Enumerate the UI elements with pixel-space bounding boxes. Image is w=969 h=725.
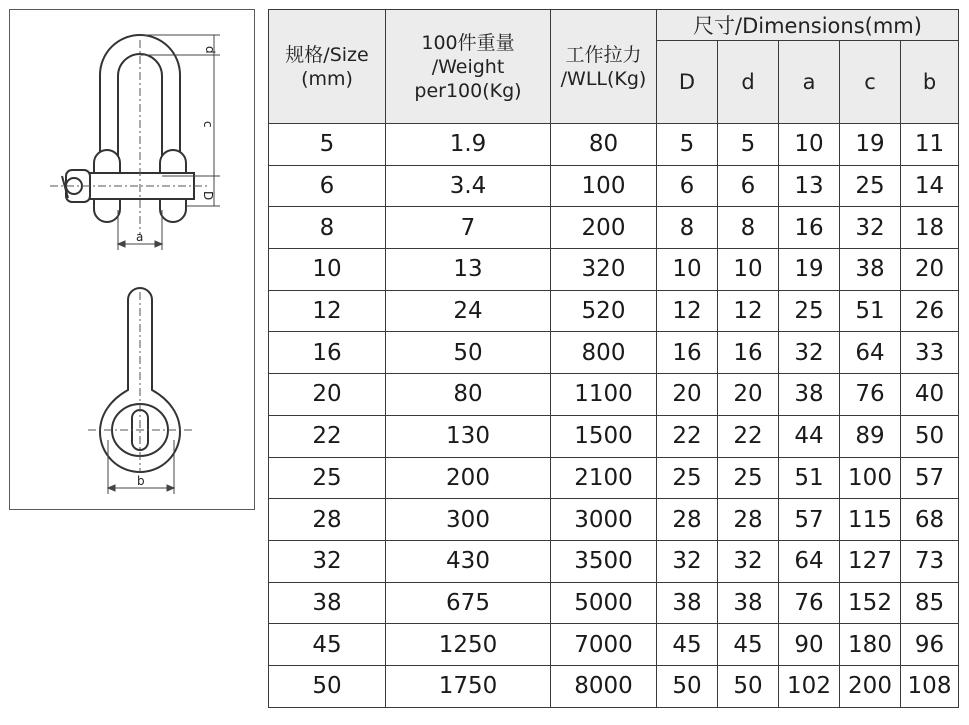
table-row <box>269 124 959 166</box>
cell-dim-c: 127 <box>840 540 901 582</box>
table-row <box>269 624 959 666</box>
cell-dim-a: 19 <box>779 249 840 291</box>
cell-dim-b: 11 <box>901 124 959 166</box>
cell-dim-c: 51 <box>840 290 901 332</box>
cell-dim-b: 18 <box>901 207 959 249</box>
table-row <box>269 332 959 374</box>
header-wll <box>551 10 657 124</box>
cell-dim-a: 51 <box>779 457 840 499</box>
cell-dim-D: 22 <box>657 415 718 457</box>
specification-table <box>268 9 959 708</box>
cell-dim-c: 200 <box>840 665 901 707</box>
cell-dim-d: 28 <box>718 499 779 541</box>
shackle-drawing <box>10 10 256 511</box>
cell-dim-d: 5 <box>718 124 779 166</box>
cell-weight: 1250 <box>386 624 551 666</box>
cell-dim-D: 50 <box>657 665 718 707</box>
cell-wll: 800 <box>551 332 657 374</box>
table-row <box>269 582 959 624</box>
cell-weight: 3.4 <box>386 165 551 207</box>
header-weight <box>386 10 551 124</box>
table-row <box>269 290 959 332</box>
cell-dim-b: 26 <box>901 290 959 332</box>
cell-weight: 430 <box>386 540 551 582</box>
cell-dim-D: 12 <box>657 290 718 332</box>
cell-weight: 50 <box>386 332 551 374</box>
cell-dim-D: 5 <box>657 124 718 166</box>
table-row <box>269 665 959 707</box>
table-row <box>269 165 959 207</box>
cell-dim-d: 38 <box>718 582 779 624</box>
cell-dim-d: 16 <box>718 332 779 374</box>
cell-size: 28 <box>269 499 386 541</box>
cell-dim-b: 33 <box>901 332 959 374</box>
cell-dim-b: 57 <box>901 457 959 499</box>
cell-size: 25 <box>269 457 386 499</box>
cell-size: 10 <box>269 249 386 291</box>
cell-dim-c: 76 <box>840 374 901 416</box>
cell-wll: 1500 <box>551 415 657 457</box>
table-row <box>269 415 959 457</box>
cell-weight: 1.9 <box>386 124 551 166</box>
header-dim-c: c <box>840 41 901 124</box>
cell-dim-D: 38 <box>657 582 718 624</box>
dim-label-b: b <box>137 474 145 488</box>
cell-dim-a: 25 <box>779 290 840 332</box>
cell-weight: 13 <box>386 249 551 291</box>
cell-dim-b: 108 <box>901 665 959 707</box>
cell-dim-a: 44 <box>779 415 840 457</box>
header-dim-b: b <box>901 41 959 124</box>
cell-dim-a: 10 <box>779 124 840 166</box>
cell-dim-b: 20 <box>901 249 959 291</box>
header-size-line2: (mm) <box>301 67 353 90</box>
header-size <box>269 10 386 124</box>
table-row <box>269 374 959 416</box>
table-row <box>269 207 959 249</box>
shackle-front-view <box>62 35 194 222</box>
dim-label-d: d <box>203 46 217 54</box>
cell-dim-b: 50 <box>901 415 959 457</box>
cell-dim-a: 57 <box>779 499 840 541</box>
cell-dim-d: 6 <box>718 165 779 207</box>
cell-dim-b: 40 <box>901 374 959 416</box>
cell-dim-b: 85 <box>901 582 959 624</box>
cell-dim-c: 64 <box>840 332 901 374</box>
cell-dim-b: 73 <box>901 540 959 582</box>
cell-wll: 5000 <box>551 582 657 624</box>
cell-size: 22 <box>269 415 386 457</box>
cell-size: 12 <box>269 290 386 332</box>
cell-dim-c: 152 <box>840 582 901 624</box>
side-centerlines <box>88 292 192 472</box>
cell-dim-a: 90 <box>779 624 840 666</box>
cell-dim-d: 8 <box>718 207 779 249</box>
cell-dim-D: 28 <box>657 499 718 541</box>
cell-weight: 675 <box>386 582 551 624</box>
header-dim-a: a <box>779 41 840 124</box>
cell-dim-d: 12 <box>718 290 779 332</box>
header-dim-D: D <box>657 41 718 124</box>
cell-dim-a: 16 <box>779 207 840 249</box>
cell-size: 50 <box>269 665 386 707</box>
cell-dim-c: 32 <box>840 207 901 249</box>
cell-weight: 300 <box>386 499 551 541</box>
cell-size: 16 <box>269 332 386 374</box>
cell-dim-D: 45 <box>657 624 718 666</box>
cell-dim-D: 25 <box>657 457 718 499</box>
cell-dim-D: 20 <box>657 374 718 416</box>
cell-weight: 130 <box>386 415 551 457</box>
cell-wll: 200 <box>551 207 657 249</box>
cell-dim-D: 6 <box>657 165 718 207</box>
cell-wll: 520 <box>551 290 657 332</box>
table-row <box>269 457 959 499</box>
cell-dim-a: 102 <box>779 665 840 707</box>
cell-weight: 1750 <box>386 665 551 707</box>
cell-dim-c: 180 <box>840 624 901 666</box>
cell-weight: 24 <box>386 290 551 332</box>
cell-dim-a: 64 <box>779 540 840 582</box>
cell-wll: 3500 <box>551 540 657 582</box>
cell-weight: 200 <box>386 457 551 499</box>
cell-weight: 7 <box>386 207 551 249</box>
cell-size: 8 <box>269 207 386 249</box>
cell-wll: 1100 <box>551 374 657 416</box>
cell-dim-c: 100 <box>840 457 901 499</box>
cell-wll: 320 <box>551 249 657 291</box>
technical-drawing-panel <box>9 9 255 510</box>
cell-wll: 2100 <box>551 457 657 499</box>
cell-dim-b: 68 <box>901 499 959 541</box>
cell-dim-a: 32 <box>779 332 840 374</box>
header-dimensions: 尺寸/Dimensions(mm) <box>657 10 959 41</box>
header-weight-line2: /Weight <box>431 55 505 78</box>
cell-dim-D: 10 <box>657 249 718 291</box>
cell-wll: 7000 <box>551 624 657 666</box>
cell-weight: 80 <box>386 374 551 416</box>
cell-dim-D: 16 <box>657 332 718 374</box>
cell-dim-a: 38 <box>779 374 840 416</box>
cell-size: 20 <box>269 374 386 416</box>
cell-dim-a: 13 <box>779 165 840 207</box>
cell-dim-c: 89 <box>840 415 901 457</box>
cell-dim-d: 50 <box>718 665 779 707</box>
cell-dim-c: 25 <box>840 165 901 207</box>
cell-dim-d: 25 <box>718 457 779 499</box>
cell-dim-D: 32 <box>657 540 718 582</box>
dim-label-c: c <box>201 121 215 128</box>
header-weight-line3: per100(Kg) <box>414 79 522 102</box>
dim-label-a: a <box>136 230 144 244</box>
cell-dim-a: 76 <box>779 582 840 624</box>
cell-size: 32 <box>269 540 386 582</box>
table-body <box>269 124 959 708</box>
cell-wll: 80 <box>551 124 657 166</box>
table-row <box>269 499 959 541</box>
cell-size: 38 <box>269 582 386 624</box>
cell-wll: 3000 <box>551 499 657 541</box>
header-size-line1: 规格/Size <box>285 43 369 66</box>
cell-size: 6 <box>269 165 386 207</box>
table-row <box>269 540 959 582</box>
cell-wll: 100 <box>551 165 657 207</box>
dim-label-D: D <box>201 191 215 201</box>
cell-size: 5 <box>269 124 386 166</box>
table-row <box>269 249 959 291</box>
cell-dim-D: 8 <box>657 207 718 249</box>
cell-dim-b: 14 <box>901 165 959 207</box>
cell-size: 45 <box>269 624 386 666</box>
cell-dim-c: 115 <box>840 499 901 541</box>
cell-dim-d: 45 <box>718 624 779 666</box>
header-wll-line1: 工作拉力 <box>565 43 642 66</box>
cell-wll: 8000 <box>551 665 657 707</box>
cell-dim-c: 38 <box>840 249 901 291</box>
cell-dim-d: 22 <box>718 415 779 457</box>
cell-dim-d: 32 <box>718 540 779 582</box>
header-wll-line2: /WLL(Kg) <box>560 67 647 90</box>
header-dim-d: d <box>718 41 779 124</box>
cell-dim-c: 19 <box>840 124 901 166</box>
cell-dim-d: 10 <box>718 249 779 291</box>
header-weight-line1: 100件重量 <box>421 31 515 54</box>
cell-dim-d: 20 <box>718 374 779 416</box>
cell-dim-b: 96 <box>901 624 959 666</box>
